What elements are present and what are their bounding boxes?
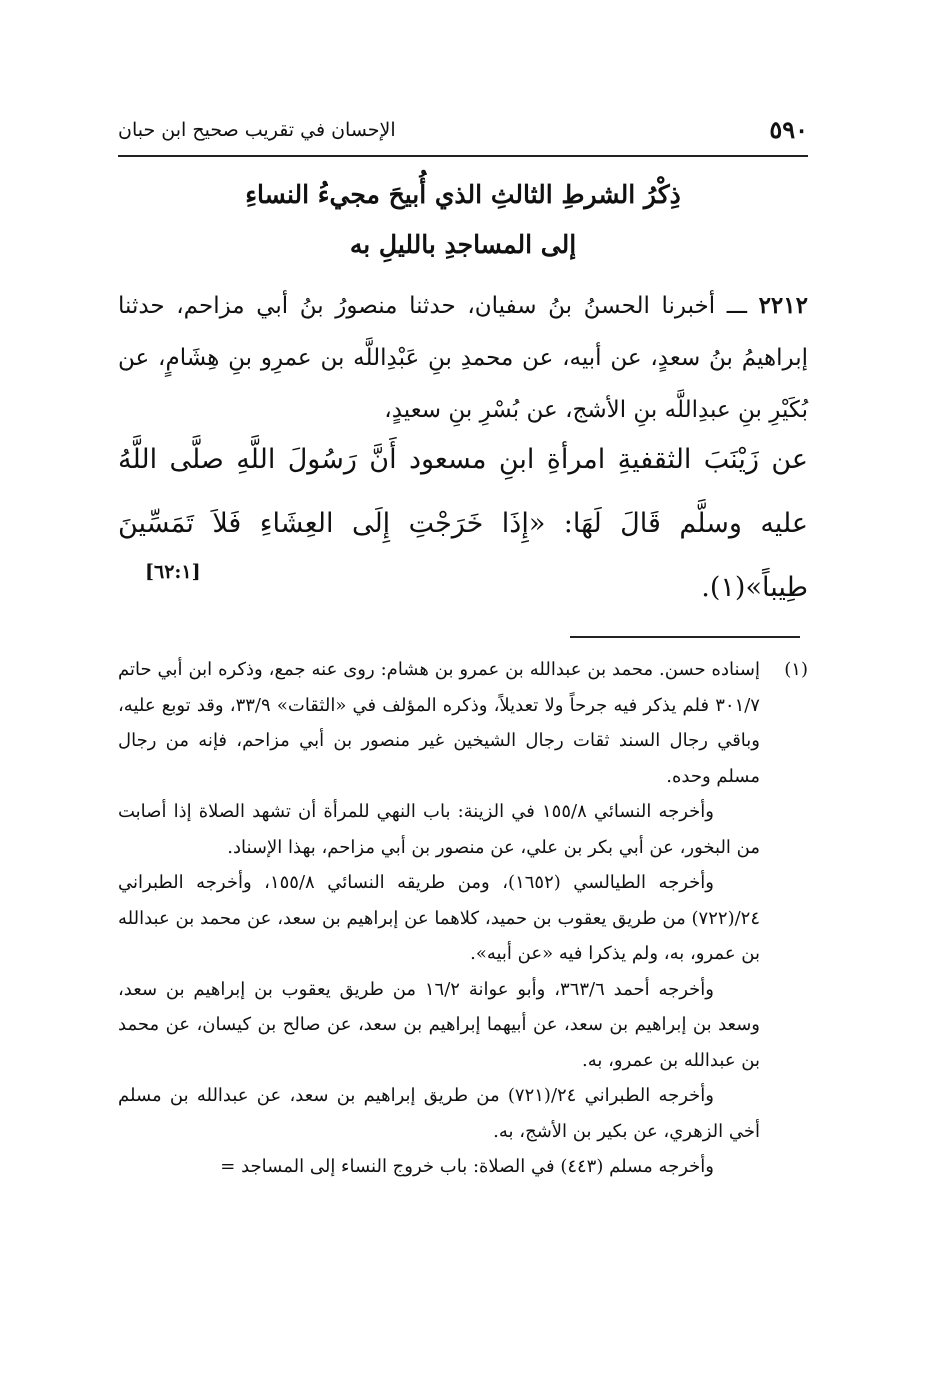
footnote-1 — [118, 652, 808, 794]
chapter-title-line-2: إلى المساجدِ بالليلِ به — [349, 230, 577, 259]
hadith-matn: عن زَيْنَبَ الثقفيةِ امرأةِ ابنِ مسعود أَنَّ رَسُولَ اللَّهِ صلَّى اللَّهُ عليه وسلَّم قَالَ لَهَا: «إِذَا خَرَجْتِ إِلَى العِشَاءِ فَلاَ تَمَسِّينَ طِيباً»(١). — [118, 444, 808, 603]
hadith-citation: [٦٢:١] — [145, 561, 201, 583]
hadith-number: ٢٢١٢ — [758, 292, 808, 319]
isnad-text: ـــ أخبرنا الحسنُ بنُ سفيان، حدثنا منصورُ بنُ أبي مزاحم، حدثنا إبراهيمُ بنُ سعدٍ، عن أبيه، عن محمدِ بنِ عَبْدِاللَّه بن عمرِو بنِ هِشَامٍ، عن بُكَيْرِ بنِ عبدِاللَّه بنِ الأشج، عن بُسْرِ بنِ سعيدٍ، — [118, 293, 808, 423]
page-header — [118, 112, 808, 148]
footnote-paragraph: وأخرجه أحمد ٣٦٣/٦، وأبو عوانة ١٦/٢ من طريق يعقوب بن إبراهيم بن سعد، وسعد بن إبراهيم بن سعد، عن أبيهما إبراهيم بن سعد، عن صالح بن كيسان، عن محمد بن عبدالله بن عمرو، به. — [118, 978, 760, 1071]
footnote-text: إسناده حسن. محمد بن عبدالله بن عمرو بن هشام: روى عنه جمع، وذكره ابن أبي حاتم ٣٠١/٧ فلم يذكر فيه جرحاً ولا تعديلاً، وذكره المؤلف في «الثقات» ٣٣/٩، وقد توبع عليه، وباقي رجال السند ثقات رجال الشيخين غير منصور بن أبي مزاحم، فإنه من رجال مسلم وحده. — [118, 659, 760, 787]
footnote-divider — [570, 636, 800, 638]
page-number: ٥٩٠ — [769, 115, 808, 144]
footnotes — [118, 652, 808, 1185]
footnote-paragraph: وأخرجه النسائي ١٥٥/٨ في الزينة: باب النهي للمرأة أن تشهد الصلاة إذا أصابت من البخور، عن أبي بكر بن علي، عن منصور بن أبي مزاحم، بهذا الإسناد. — [118, 801, 760, 858]
footnote-paragraph: وأخرجه مسلم (٤٤٣) في الصلاة: باب خروج النساء إلى المساجد = — [220, 1156, 714, 1177]
header-divider — [118, 155, 808, 157]
footnote-paragraph: وأخرجه الطبراني ٢٤/(٧٢١) من طريق إبراهيم بن سعد، عن عبدالله بن مسلم أخي الزهري، عن بكير بن الأشج، به. — [118, 1085, 760, 1142]
footnote-paragraph: وأخرجه الطيالسي (١٦٥٢)، ومن طريقه النسائي ١٥٥/٨، وأخرجه الطبراني ٢٤/(٧٢٢) من طريق يعقوب بن حميد، كلاهما عن إبراهيم بن سعد، عن محمد بن عبدالله بن عمرو، به، ولم يذكرا فيه «عن أبيه». — [118, 872, 760, 964]
chapter-title-line-1: ذِكْرُ الشرطِ الثالثِ الذي أُبيحَ مجيءُ النساءِ — [245, 180, 681, 209]
footnote-marker: (١) — [784, 659, 808, 680]
chapter-title — [118, 170, 808, 270]
running-title: الإحسان في تقريب صحيح ابن حبان — [118, 119, 396, 141]
hadith-isnad — [118, 280, 808, 436]
